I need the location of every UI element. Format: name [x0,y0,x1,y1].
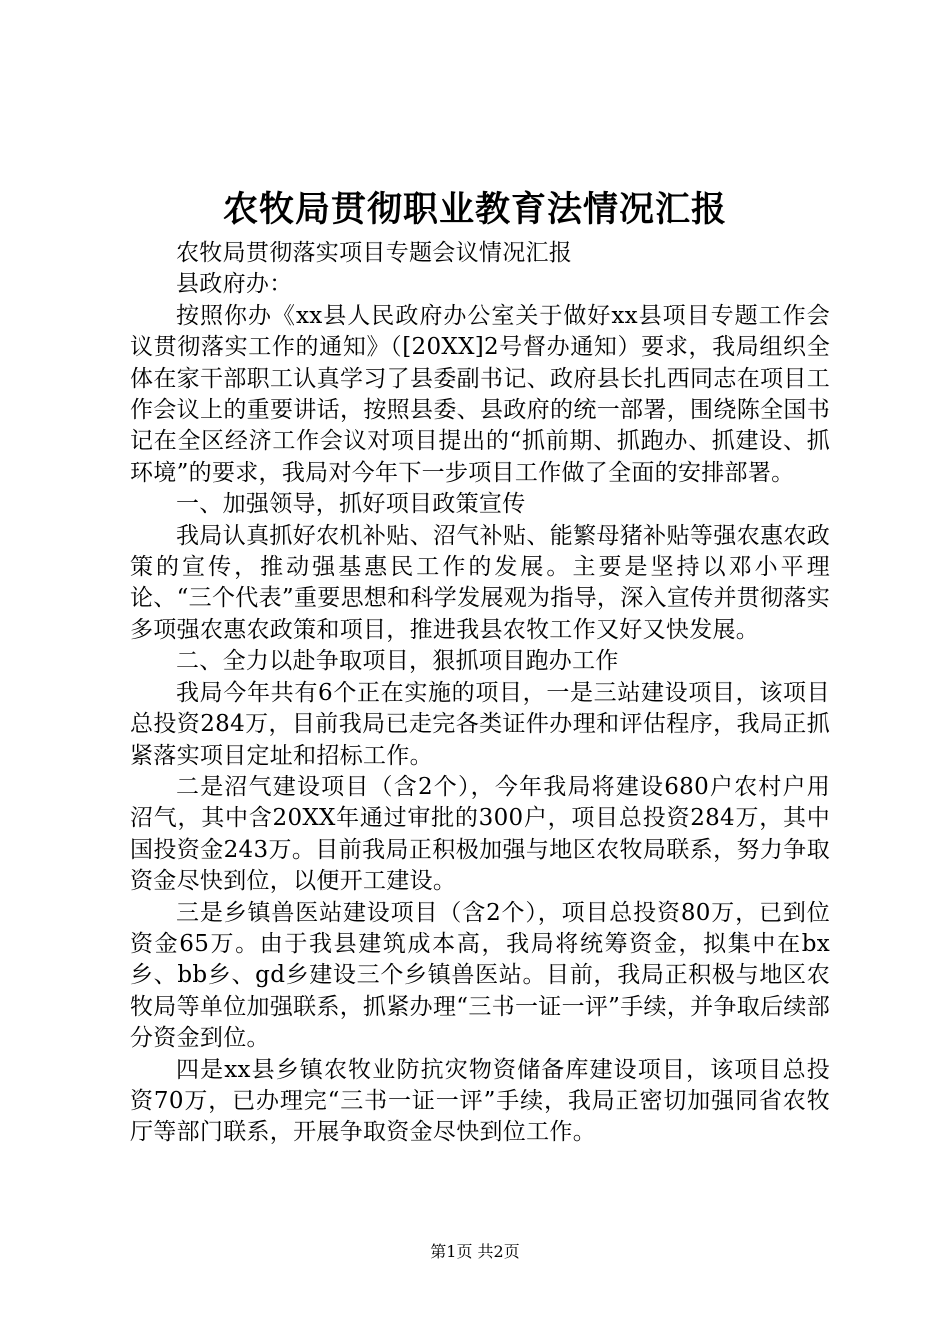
paragraph-intro: 按照你办《xx县人民政府办公室关于做好xx县项目专题工作会议贯彻落实工作的通知》（[20XX]2号督办通知）要求，我局组织全体在家干部职工认真学习了县委副书记、政府县长扎西同志在项目工作会议上的重要讲话，按照县委、县政府的统一部署，围绕陈全国书记在全区经济工作会议对项目提出的“抓前期、抓跑办、抓建设、抓环境”的要求，我局对今年下一步项目工作做了全面的安排部署。 [130,302,830,486]
paragraph-project-4: 四是xx县乡镇农牧业防抗灾物资储备库建设项目，该项目总投资70万，已办理完“三书一证一评”手续，我局正密切加强同省农牧厅等部门联系，开展争取资金尽快到位工作。 [130,1056,830,1146]
paragraph-addressee: 县政府办： [176,271,293,298]
paragraph-project-3: 三是乡镇兽医站建设项目（含2个），项目总投资80万，已到位资金65万。由于我县建筑成本高，我局将统筹资金，拟集中在bx乡、bb乡、gd乡建设三个乡镇兽医站。目前，我局正积极与地区农牧局等单位加强联系，抓紧办理“三书一证一评”手续，并争取后续部分资金到位。 [130,899,830,1052]
paragraph-subtitle: 农牧局贯彻落实项目专题会议情况汇报 [176,240,573,266]
section-heading-1: 一、加强领导，抓好项目政策宣传 [176,491,526,518]
paragraph-section-1: 我局认真抓好农机补贴、沼气补贴、能繁母猪补贴等强农惠农政策的宣传，推动强基惠民工作的发展。主要是坚持以邓小平理论、“三个代表”重要思想和科学发展观为指导，深入宣传并贯彻落实多项强农惠农政策和项目，推进我县农牧工作又好又快发展。 [130,522,830,643]
paragraph-project-1: 我局今年共有6个正在实施的项目，一是三站建设项目，该项目总投资284万，目前我局已走完各类证件办理和评估程序，我局正抓紧落实项目定址和招标工作。 [130,679,830,769]
document-title: 农牧局贯彻职业教育法情况汇报 [222,189,727,230]
document-body [130,238,830,1149]
paragraph-project-2: 二是沼气建设项目（含2个），今年我局将建设680户农村户用沼气，其中含20XX年通过审批的300户，项目总投资284万，其中国投资金243万。目前我局正积极加强与地区农牧局联系，努力争取资金尽快到位，以便开工建设。 [130,773,830,895]
page-footer: 第1页 共2页 [430,1242,520,1261]
section-heading-2: 二、全力以赴争取项目，狠抓项目跑办工作 [176,648,619,675]
